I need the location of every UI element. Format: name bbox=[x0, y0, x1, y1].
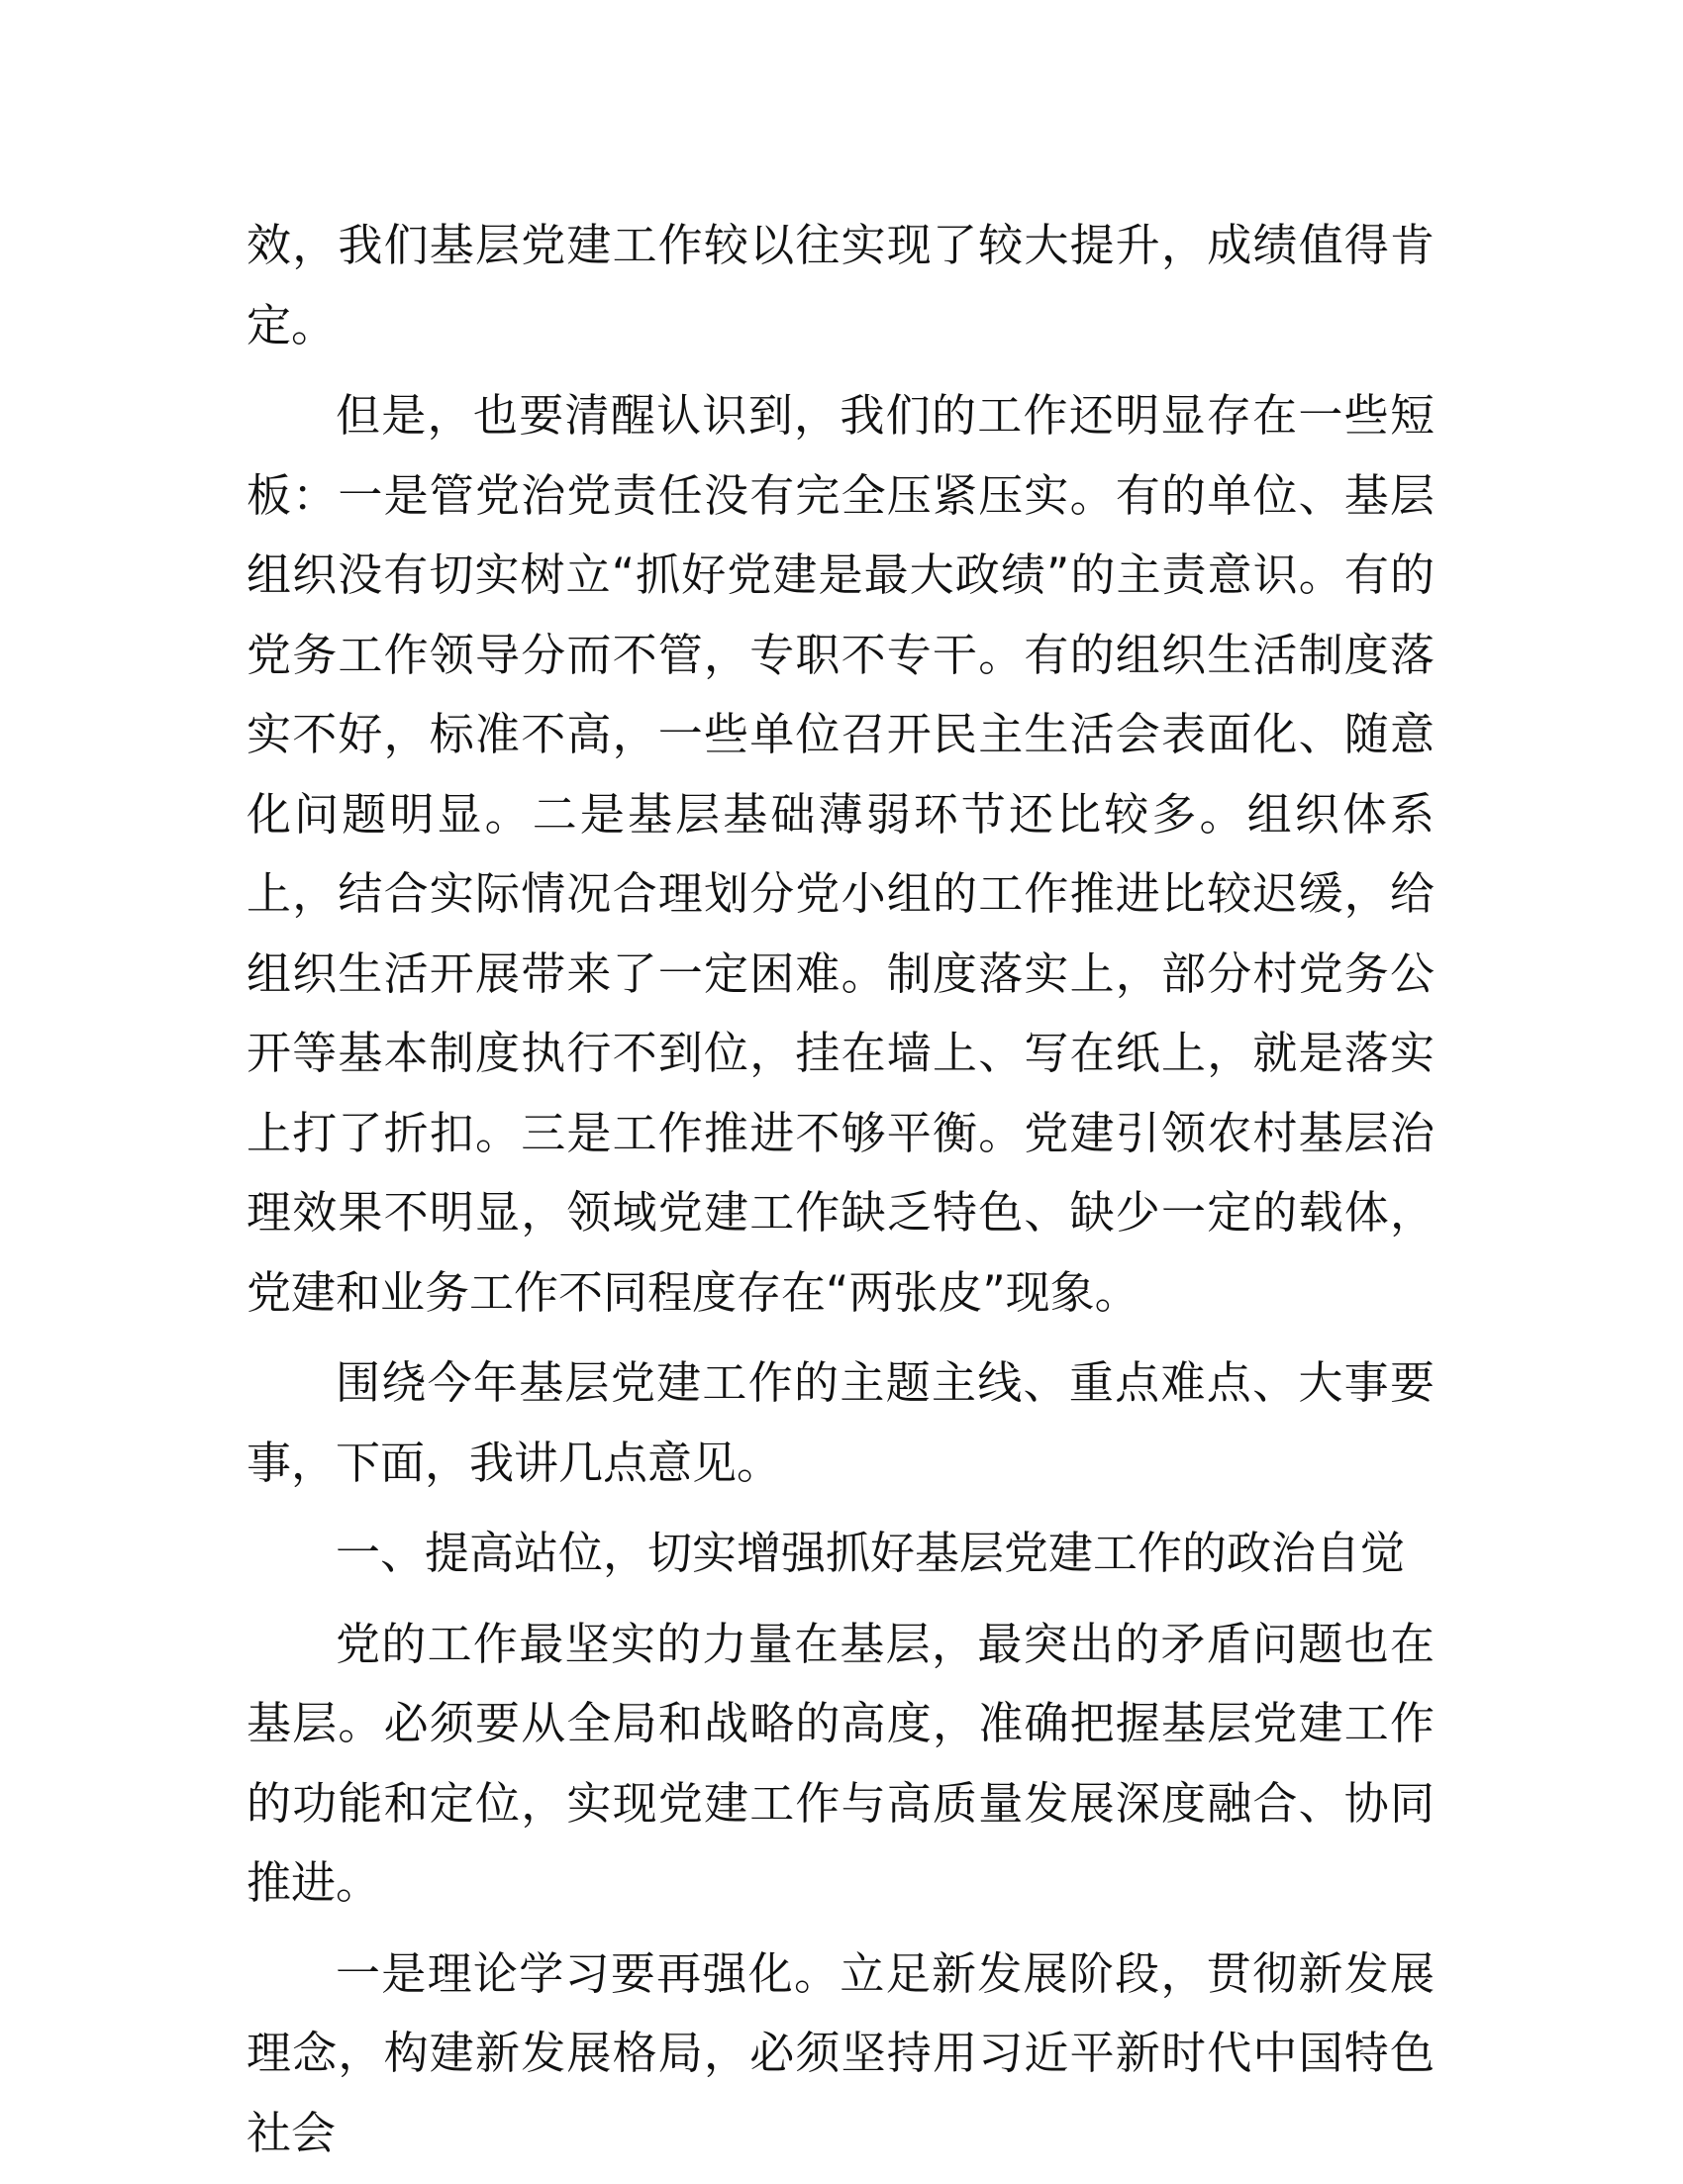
paragraph-grassroots-strength: 党的工作最坚实的力量在基层，最突出的矛盾问题也在基层。必须要从全局和战略的高度，准确把握基层党建工作的功能和定位，实现党建工作与高质量发展深度融合、协同推进。 bbox=[247, 1617, 1435, 1909]
paragraph-theory-study: 一是理论学习要再强化。立足新发展阶段，贯彻新发展理念，构建新发展格局，必须坚持用习近平新时代中国特色社会 bbox=[247, 1946, 1435, 2159]
document-page bbox=[247, 206, 1435, 2184]
paragraph-continuation: 效，我们基层党建工作较以往实现了较大提升，成绩值得肯定。 bbox=[247, 219, 1435, 351]
paragraph-opinions-intro: 围绕今年基层党建工作的主题主线、重点难点、大事要事，下面，我讲几点意见。 bbox=[247, 1356, 1435, 1489]
paragraph-shortcomings: 但是，也要清醒认识到，我们的工作还明显存在一些短板：一是管党治党责任没有完全压紧压实。有的单位、基层组织没有切实树立“抓好党建是最大政绩”的主责意识。有的党务工作领导分而不管，专职不专干。有的组织生活制度落实不好，标准不高，一些单位召开民主生活会表面化、随意化问题明显。二是基层基础薄弱环节还比较多。组织体系上，结合实际情况合理划分党小组的工作推进比较迟缓，给组织生活开展带来了一定困难。制度落实上，部分村党务公开等基本制度执行不到位，挂在墙上、写在纸上，就是落实上打了折扣。三是工作推进不够平衡。党建引领农村基层治理效果不明显，领域党建工作缺乏特色、缺少一定的载体，党建和业务工作不同程度存在“两张皮”现象。 bbox=[247, 389, 1435, 1319]
section-heading-1: 一、提高站位，切实增强抓好基层党建工作的政治自觉 bbox=[336, 1527, 1406, 1579]
